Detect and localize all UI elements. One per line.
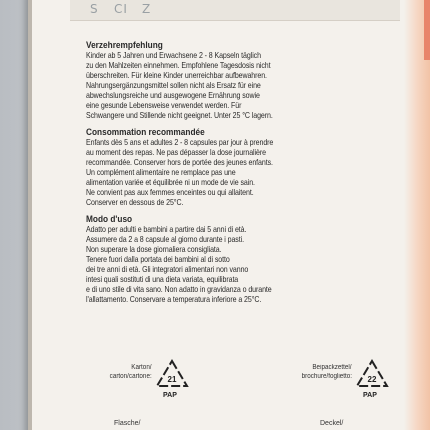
text-line: Conserver en dessous de 25°C. (86, 198, 184, 207)
top-flap (70, 0, 400, 21)
recycling-label-cut: Deckel/ (320, 420, 344, 427)
text-line: l'allattamento. Conservare a temperatura inferiore a 25°C. (86, 295, 262, 304)
recycling-label: brochure/foglietto: (301, 373, 352, 380)
ghost-letter: CI (114, 2, 128, 16)
text-line: eine gesunde Lebensweise verwendet werden. Für (86, 101, 242, 110)
text-line: e di uno stile di vita sano. Non adatto in gravidanza o durante (86, 285, 272, 294)
label-text (86, 40, 406, 311)
text-line: abwechslungsreiche und ausgewogene Ernährung sowie (86, 91, 260, 100)
box-edge (28, 0, 32, 430)
recycling-label-cut: Flasche/ (114, 420, 141, 427)
ghost-letter: Z (142, 2, 152, 16)
recycling-label: Beipackzettel/ (312, 364, 352, 371)
text-line: alimentation variée et équilibrée ni un mode de vie sain. (86, 178, 255, 187)
color-accent-band (404, 0, 430, 430)
recycling-label: carton/cartone: (109, 373, 152, 380)
ghost-letter: S (90, 2, 99, 16)
recycling-label: Karton/ (131, 364, 152, 371)
text-line: Un complément alimentaire ne remplace pas une (86, 168, 236, 177)
recycling-info (94, 354, 394, 430)
recycling-leaflet (244, 354, 394, 430)
heading-de: Verzehrempfehlung (86, 40, 163, 50)
text-line: Schwangere und Stillende nicht geeignet. Unter 25 °C lagern. (86, 111, 273, 120)
text-line: zu den Mahlzeiten einnehmen. Empfohlene Tagesdosis nicht (86, 61, 271, 70)
section-it (86, 214, 406, 305)
text-line: Ne convient pas aux femmes enceintes ou qui allaitent. (86, 188, 254, 197)
material-code: PAP (163, 392, 177, 399)
heading-fr: Consommation recommandée (86, 127, 205, 137)
text-line: au moment des repas. Ne pas dépasser la dose journalière (86, 148, 266, 157)
text-line: recommandée. Conserver hors de portée des jeunes enfants. (86, 158, 273, 167)
text-line: Kinder ab 5 Jahren und Erwachsene 2 - 8 Kapseln täglich (86, 51, 261, 60)
text-line: überschreiten. Für kleine Kinder unerreichbar aufbewahren. (86, 71, 267, 80)
recycling-code: 22 (367, 375, 377, 384)
recycling-carton (94, 354, 244, 430)
recycle-triangle-icon (154, 358, 190, 390)
section-fr (86, 127, 406, 208)
color-accent-corner (424, 0, 430, 60)
text-line: Adatto per adulti e bambini a partire dai 5 anni di età. (86, 225, 247, 234)
text-line: Tenere fuori dalla portata dei bambini al di sotto (86, 255, 230, 264)
text-line: Non superare la dose giornaliera consigliata. (86, 245, 222, 254)
section-de (86, 40, 406, 121)
material-code: PAP (363, 392, 377, 399)
text-line: Assumere da 2 a 8 capsule al giorno durante i pasti. (86, 235, 244, 244)
text-line: intesi quali sostituti di una dieta variata, equilibrata (86, 275, 239, 284)
recycle-triangle-icon (354, 358, 390, 390)
text-line: Enfants dès 5 ans et adultes 2 - 8 capsules par jour à prendre (86, 138, 274, 147)
text-line: dei tre anni di età. Gli integratori alimentari non vanno (86, 265, 249, 274)
text-line: Nahrungsergänzungsmittel sollen nicht als Ersatz für eine (86, 81, 261, 90)
recycling-code: 21 (167, 375, 177, 384)
heading-it: Modo d'uso (86, 214, 133, 224)
